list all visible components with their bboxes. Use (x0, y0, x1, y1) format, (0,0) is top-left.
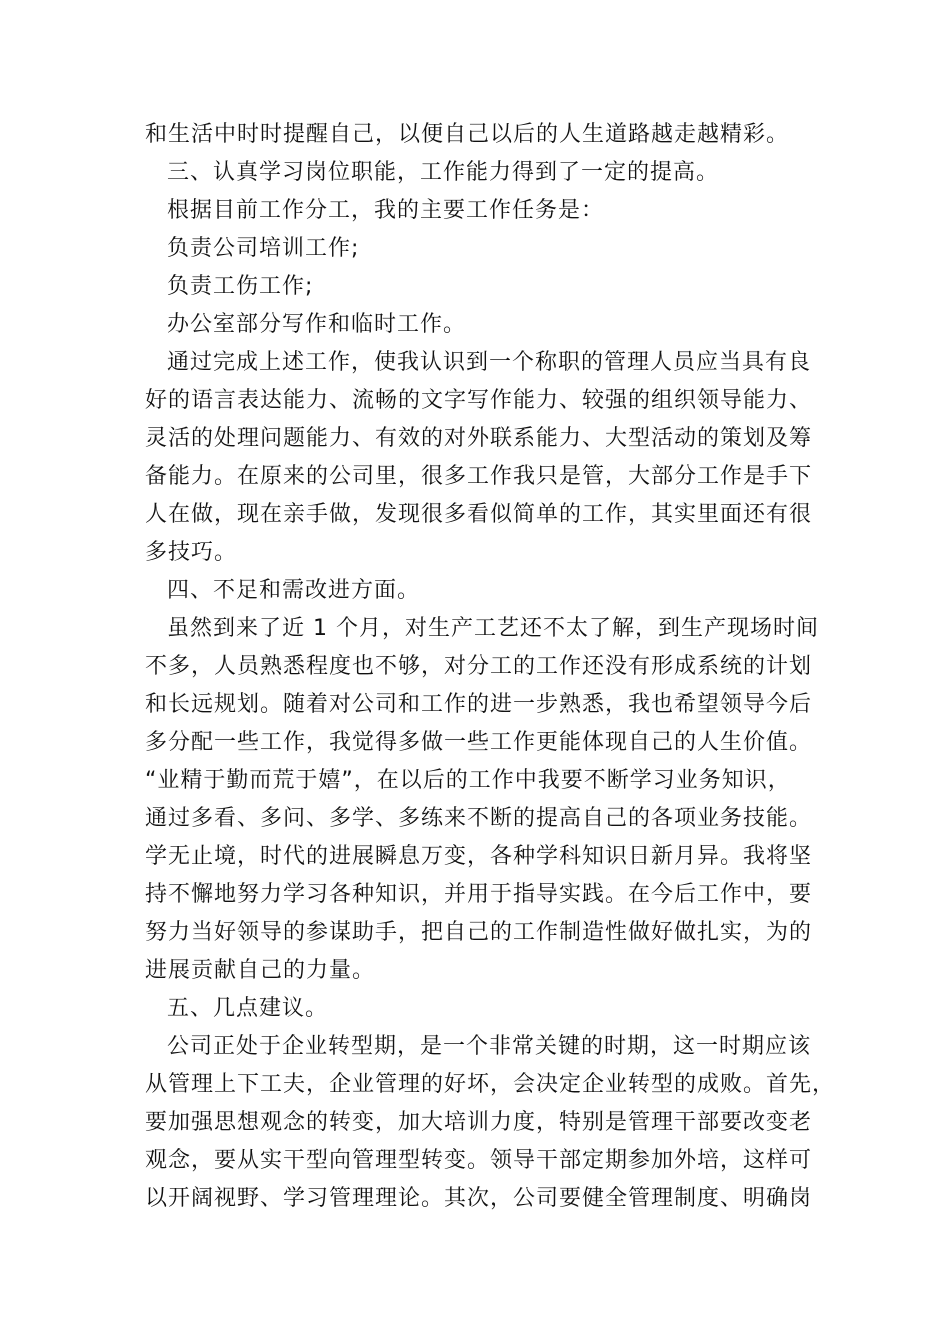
section-heading: 五、几点建议。 (167, 996, 329, 1021)
text-line: 和生活中时时提醒自己，以便自己以后的人生道路越走越精彩。 (145, 122, 790, 147)
text-line: 持不懈地努力学习各种知识，并用于指导实践。在今后工作中，要 (145, 882, 813, 907)
section-heading: 三、认真学习岗位职能，工作能力得到了一定的提高。 (167, 160, 720, 185)
section-heading: 四、不足和需改进方面。 (167, 578, 421, 603)
text-line: “业精于勤而荒于嬉”，在以后的工作中我要不断学习业务知识， (145, 768, 791, 793)
text-line: 从管理上下工夫，企业管理的好坏，会决定企业转型的成败。首先， (145, 1072, 836, 1097)
text-line: 备能力。在原来的公司里，很多工作我只是管，大部分工作是手下 (145, 464, 813, 489)
text-line: 要加强思想观念的转变，加大培训力度，特别是管理干部要改变老 (145, 1110, 813, 1135)
text-line: 根据目前工作分工，我的主要工作任务是： (167, 198, 605, 223)
text-line: 努力当好领导的参谋助手，把自己的工作制造性做好做扎实，为的 (145, 920, 813, 945)
paragraph-start: 虽然到来了近 1 个月，对生产工艺还不太了解，到生产现场时间 (167, 616, 819, 641)
text-line: 不多，人员熟悉程度也不够，对分工的工作还没有形成系统的计划 (145, 654, 813, 679)
text-line: 多技巧。 (145, 540, 238, 565)
document-body (145, 116, 836, 1218)
list-item: 负责公司培训工作; (167, 236, 360, 261)
text-line: 灵活的处理问题能力、有效的对外联系能力、大型活动的策划及筹 (145, 426, 813, 451)
text-line: 人在做，现在亲手做，发现很多看似简单的工作，其实里面还有很 (145, 502, 813, 527)
text-line: 和长远规划。随着对公司和工作的进一步熟悉，我也希望领导今后 (145, 692, 813, 717)
text-line: 以开阔视野、学习管理理论。其次，公司要健全管理制度、明确岗 (145, 1186, 813, 1211)
text-line: 观念，要从实干型向管理型转变。领导干部定期参加外培，这样可 (145, 1148, 813, 1173)
list-item: 办公室部分写作和临时工作。 (167, 312, 467, 337)
list-item: 负责工伤工作; (167, 274, 314, 299)
paragraph-start: 通过完成上述工作，使我认识到一个称职的管理人员应当具有良 (167, 350, 812, 375)
paragraph-start: 公司正处于企业转型期，是一个非常关键的时期，这一时期应该 (167, 1034, 812, 1059)
text-line: 多分配一些工作，我觉得多做一些工作更能体现自己的人生价值。 (145, 730, 813, 755)
text-line: 好的语言表达能力、流畅的文字写作能力、较强的组织领导能力、 (145, 388, 813, 413)
text-line: 进展贡献自己的力量。 (145, 958, 376, 983)
text-line: 学无止境，时代的进展瞬息万变，各种学科知识日新月异。我将坚 (145, 844, 813, 869)
text-line: 通过多看、多问、多学、多练来不断的提高自己的各项业务技能。 (145, 806, 813, 831)
